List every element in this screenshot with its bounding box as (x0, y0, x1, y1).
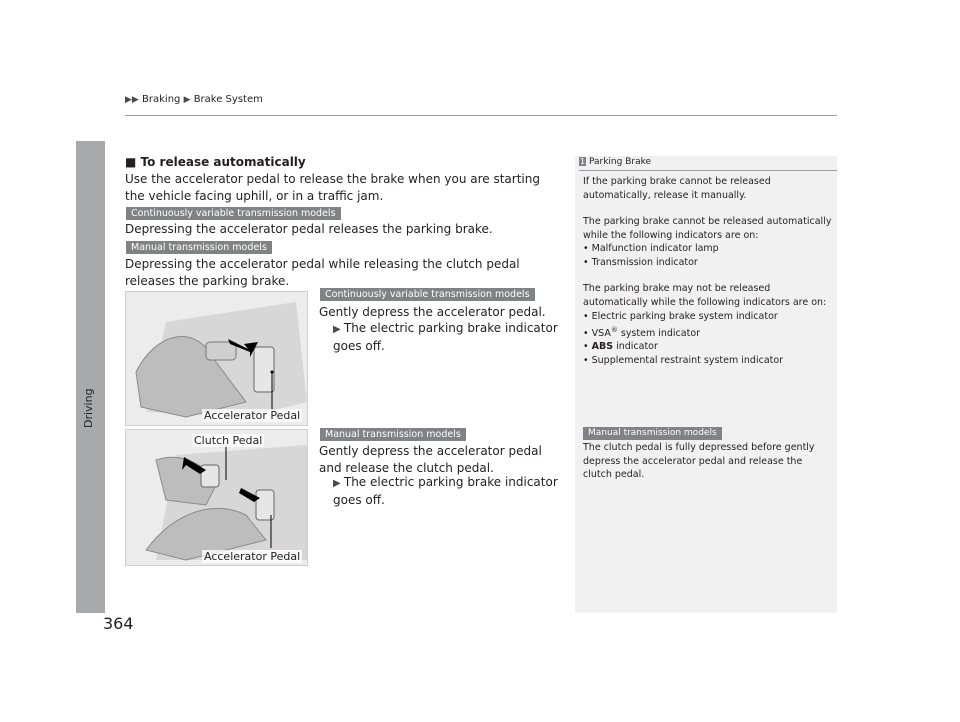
sidebar-paragraph-1: If the parking brake cannot be released automatically, release it manually. (583, 176, 771, 201)
side-tab-label: Driving (82, 388, 95, 428)
breadcrumb-item-braking[interactable]: Braking (142, 94, 181, 105)
cvt-paragraph: Depressing the accelerator pedal releases the parking brake. (125, 222, 493, 236)
sidebar-list-1 (583, 242, 833, 269)
sidebar-mt-note: The clutch pedal is fully depressed before gently depress the accelerator pedal and release the clutch pedal. (583, 442, 815, 480)
mt-badge: Manual transmission models (126, 241, 272, 254)
breadcrumb-arrow-icon: ▶ (183, 95, 191, 105)
sidebar-rule (579, 170, 837, 171)
list-item: • Transmission indicator (583, 256, 698, 268)
cvt-badge: Continuously variable transmission models (126, 207, 341, 220)
step-mt-instruction: Gently depress the accelerator pedal and release the clutch pedal. (319, 444, 542, 475)
accelerator-pedal-label-2: Accelerator Pedal (204, 550, 301, 563)
section-heading (125, 155, 306, 169)
header-rule (125, 115, 837, 116)
heading-text: To release automatically (140, 155, 306, 169)
note-marker-icon: 1 (580, 157, 586, 166)
figure-clutch-and-accelerator (125, 429, 308, 566)
list-item: • ABS indicator (583, 341, 658, 353)
sidebar-mt-badge: Manual transmission models (583, 427, 722, 440)
list-item: • Electric parking brake system indicator (583, 311, 778, 322)
list-item: • Malfunction indicator lamp (583, 243, 719, 254)
step-cvt-badge: Continuously variable transmission models (320, 288, 535, 301)
sidebar-list-2 (583, 310, 833, 367)
accelerator-pedal-label: Accelerator Pedal (204, 409, 301, 422)
intro-paragraph: Use the accelerator pedal to release the brake when you are starting the vehicle facing uphill, or in a traffic jam. (125, 172, 540, 203)
list-item: • VSA® system indicator (583, 325, 701, 339)
result-arrow-icon: ▶ (333, 324, 344, 335)
heading-marker-icon: ■ (125, 155, 137, 169)
step-mt-badge: Manual transmission models (320, 428, 466, 441)
breadcrumb-arrow-icon: ▶▶ (125, 95, 139, 105)
list-item: • Supplemental restraint system indicator (583, 354, 784, 366)
pedal-illustration-1 (126, 292, 307, 425)
step-mt-result: ▶ The electric parking brake indicator goes off. (333, 475, 558, 507)
breadcrumb (125, 94, 263, 105)
pedal-illustration-2 (126, 430, 307, 565)
step-cvt-instruction: Gently depress the accelerator pedal. (319, 305, 546, 319)
breadcrumb-item-brake-system[interactable]: Brake System (193, 94, 263, 105)
sidebar-paragraph-2: The parking brake cannot be released automatically while the following indicators are on: (583, 216, 832, 241)
page-number: 364 (103, 614, 134, 633)
sidebar-paragraph-3: The parking brake may not be released automatically while the following indicators are on: (583, 283, 827, 308)
figure-accelerator-pedal (125, 291, 308, 426)
clutch-pedal-label: Clutch Pedal (194, 434, 263, 447)
step-cvt-result: ▶ The electric parking brake indicator goes off. (333, 321, 558, 353)
mt-paragraph: Depressing the accelerator pedal while releasing the clutch pedal releases the parking brake. (125, 257, 520, 288)
sidebar-heading: 1 Parking Brake (580, 157, 652, 167)
result-arrow-icon: ▶ (333, 478, 344, 489)
